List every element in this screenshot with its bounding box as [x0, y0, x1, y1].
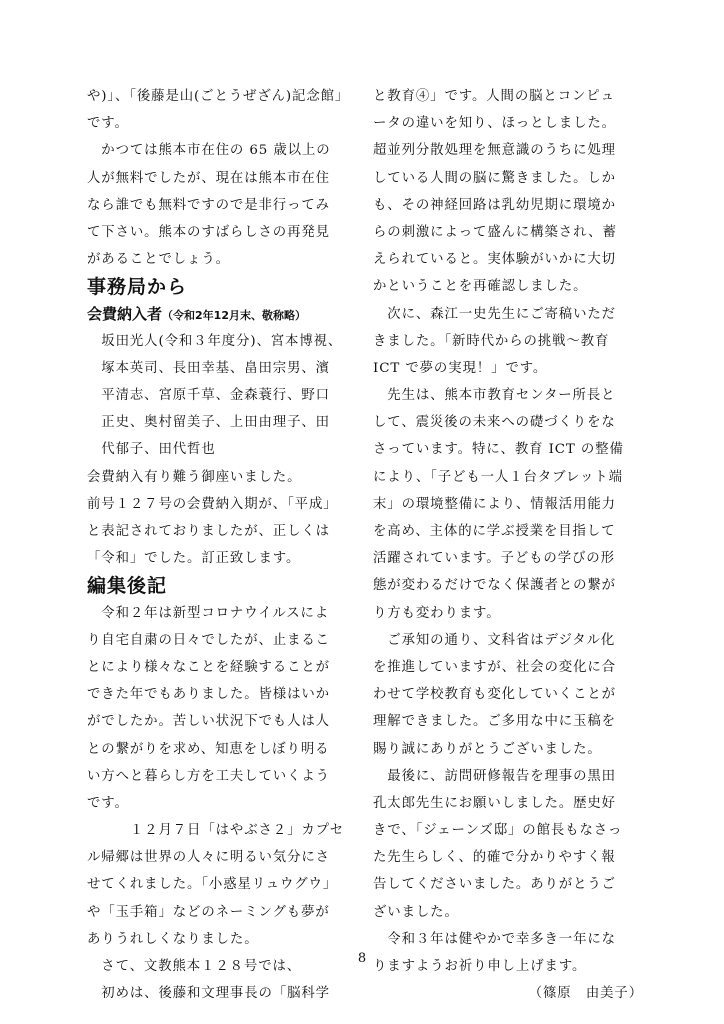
text-line: している人間の脳に驚きました。しか	[373, 170, 616, 186]
text-line: せてくれました。「小惑星リュウグウ」	[87, 877, 338, 893]
text-line: かということを再確認しました。	[373, 279, 588, 295]
text-line: て下さい。熊本のすばらしさの再発見	[87, 224, 330, 240]
text-line: と教育④」です。人間の脳とコンピュ	[373, 89, 615, 104]
text-line: ータの違いを知り、ほっとしました。	[373, 116, 616, 132]
text-line: ICT で夢の実現！」です。	[373, 360, 548, 376]
editor-heading: 編集後記	[87, 575, 168, 598]
right-column	[373, 83, 643, 1007]
text-line: 告してくださいました。ありがとうご	[373, 877, 616, 893]
member-line: 坂田光人(令和３年度分)、宮本博視、	[101, 333, 343, 349]
office-heading: 事務局から	[87, 276, 188, 299]
text-line: がでしたか。苦しい状況下でも人は人	[87, 714, 330, 730]
text-line: た先生らしく、的確で分かりやすく報	[373, 850, 616, 866]
text-line: かつては熊本市在住の 65 歳以上の	[87, 143, 331, 159]
left-column	[87, 83, 357, 1007]
member-line: 代郁子、田代哲也	[101, 442, 216, 458]
text-line: ル帰郷は世界の人々に明るい気分にさ	[87, 850, 330, 866]
text-line: 先生は、熊本市教育センター所長と	[373, 388, 616, 404]
text-line: ざいました。	[373, 904, 459, 920]
text-line: らの刺激によって盛んに構築され、蓄	[373, 224, 617, 240]
text-line: 孔太郎先生にお願いしました。歴史好	[373, 795, 616, 811]
text-line: りますようお祈り申し上げます。	[373, 959, 587, 974]
text-line: なら誰でも無料ですので是非行ってみ	[87, 197, 330, 213]
text-line: 超並列分散処理を無意識のうちに処理	[373, 143, 616, 159]
text-line: や)」、「後藤是山(ごとうぜざん)記念館」	[87, 89, 350, 104]
text-line: １２月７日「はやぶさ２」カプセ	[87, 823, 345, 839]
text-line: り方も変わります。	[373, 605, 501, 621]
text-line: 人が無料でしたが、現在は熊本市在住	[87, 170, 330, 186]
member-line: 正史、奥村留美子、上田由理子、田	[101, 415, 330, 431]
text-line: とにより様々なことを経験することが	[87, 659, 330, 675]
text-line: 前号１２７号の会費納入期が、「平成」	[87, 496, 338, 512]
text-line: して、震災後の未来への礎づくりをな	[373, 415, 616, 431]
member-line: 塚本英司、長田幸基、畠田宗男、濱	[101, 360, 330, 376]
text-line: です。	[87, 795, 129, 811]
text-line: い方へと暮らし方を工夫していくよう	[87, 768, 330, 784]
fee-heading-title: 会費納入者	[87, 304, 163, 323]
member-line: 平清志、宮原千草、金森蓑行、野口	[101, 388, 330, 404]
text-line: も、その神経回路は乳幼児期に環境か	[373, 197, 616, 213]
text-line: ご承知の通り、文科省はデジタル化	[373, 632, 616, 648]
text-line: を推進していますが、社会の変化に合	[373, 659, 616, 675]
signature: （篠原 由美子）	[528, 986, 643, 1002]
text-line: きました。「新時代からの挑戦～教育	[373, 333, 610, 349]
text-line: えられていると。実体験がいかに大切	[373, 252, 616, 268]
text-line: 「令和」でした。訂正致します。	[87, 551, 301, 567]
text-line: 会費納入有り難う御座いました。	[87, 469, 302, 485]
text-line: 令和２年は新型コロナウイルスによ	[87, 605, 330, 621]
text-line: 次に、森江一史先生にご寄稿いただ	[373, 306, 616, 322]
page-number: 8	[357, 951, 367, 966]
text-line: できた年でもありました。皆様はいか	[87, 687, 330, 703]
text-line: きで、「ジェーンズ邸」の館長もなさっ	[373, 823, 623, 839]
text-line: ありうれしくなりました。	[87, 931, 259, 947]
text-line: や「玉手箱」などのネーミングも夢が	[87, 904, 330, 920]
text-line: 初めは、後藤和文理事長の「脳科学	[87, 986, 330, 1002]
text-line: さて、文教熊本１２８号では、	[87, 959, 302, 974]
text-line: と表記されておりましたが、正しくは	[87, 524, 330, 539]
fee-heading	[87, 301, 357, 328]
text-line: を高め、主体的に学ぶ授業を目指して	[373, 524, 616, 539]
text-line: があることでしょう。	[87, 252, 230, 268]
text-line: 活躍されています。子どもの学びの形	[373, 551, 615, 567]
text-line: 賜り誠にありがとうございました。	[373, 741, 602, 757]
text-line: 令和３年は健やかで幸多き一年にな	[373, 931, 616, 947]
text-line: 理解できました。ご多用な中に玉稿を	[373, 714, 616, 730]
text-line: り自宅自粛の日々でしたが、止まるこ	[87, 632, 330, 648]
fee-heading-note: （令和2年12月末、敬称略）	[162, 308, 306, 322]
text-line: との繋がりを求め、知恵をしぼり明る	[87, 741, 330, 757]
text-line: です。	[87, 116, 129, 132]
text-line: 最後に、訪問研修報告を理事の黒田	[373, 768, 616, 784]
text-line: わせて学校教育も変化していくことが	[373, 687, 616, 703]
text-line: により、「子ども一人１台タブレット端	[373, 469, 623, 485]
text-line: 態が変わるだけでなく保護者との繋が	[373, 578, 616, 594]
text-line: 末」の環境整備により、情報活用能力	[373, 496, 616, 512]
text-line: さっています。特に、教育 ICT の整備	[373, 442, 624, 458]
